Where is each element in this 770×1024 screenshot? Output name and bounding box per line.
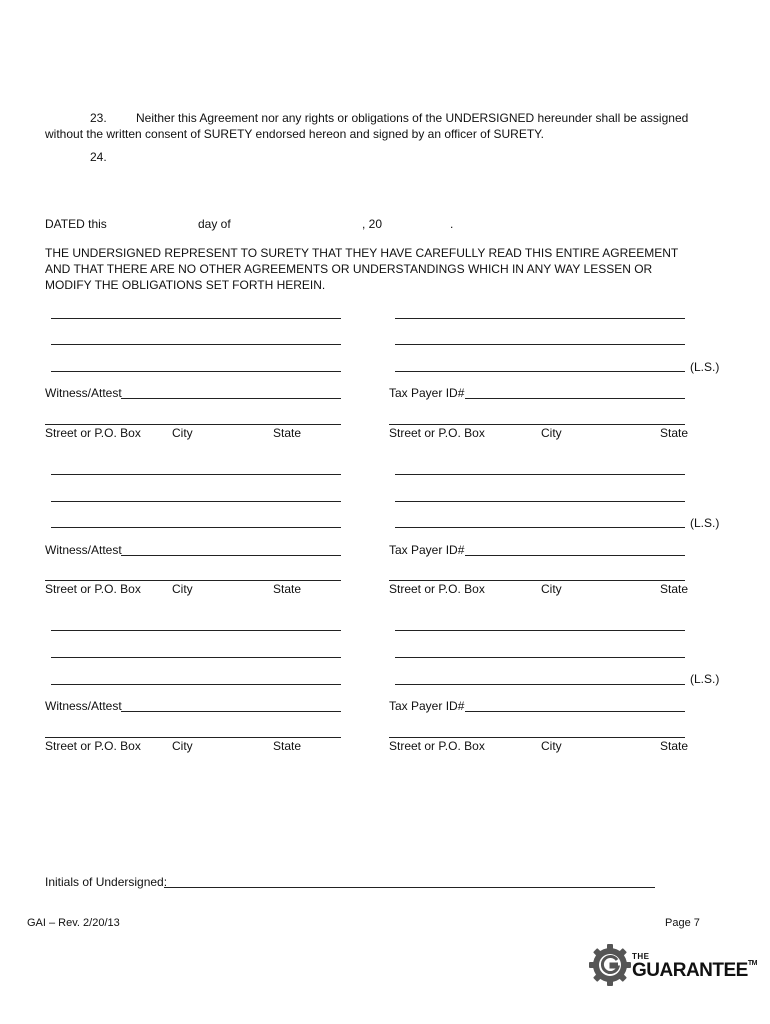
signature-line[interactable] xyxy=(395,527,685,528)
witness-field[interactable] xyxy=(121,555,341,556)
ls-label: (L.S.) xyxy=(690,672,720,686)
witness-field[interactable] xyxy=(121,398,341,399)
taxid-field[interactable] xyxy=(465,711,685,712)
state-label: State xyxy=(273,426,302,440)
signature-line[interactable] xyxy=(395,630,685,631)
para24-number: 24. xyxy=(90,150,107,164)
signature-line[interactable] xyxy=(51,501,341,502)
state-label: State xyxy=(273,582,302,596)
logo-wordmark xyxy=(632,960,757,982)
witness-label: Witness/Attest xyxy=(45,543,122,557)
signature-line[interactable] xyxy=(51,474,341,475)
guarantee-logo xyxy=(588,940,757,990)
dated-label: DATED this xyxy=(45,217,107,231)
para23-line1: Neither this Agreement nor any rights or obligations of the UNDERSIGNED hereunder shall be assigned xyxy=(136,111,689,125)
signature-line[interactable] xyxy=(51,371,341,372)
ls-label: (L.S.) xyxy=(690,516,720,530)
signature-line[interactable] xyxy=(395,474,685,475)
year-prefix: , 20 xyxy=(362,217,383,231)
signature-line[interactable] xyxy=(51,630,341,631)
ls-label: (L.S.) xyxy=(690,360,720,374)
witness-label: Witness/Attest xyxy=(45,386,122,400)
logo-word: GUARANTEE xyxy=(632,960,748,981)
taxid-label: Tax Payer ID# xyxy=(389,543,465,557)
dated-period: . xyxy=(450,217,454,231)
address-line[interactable] xyxy=(389,737,685,738)
signature-line[interactable] xyxy=(395,657,685,658)
signature-line[interactable] xyxy=(51,527,341,528)
street-label: Street or P.O. Box xyxy=(45,582,141,596)
signature-line[interactable] xyxy=(395,501,685,502)
witness-label: Witness/Attest xyxy=(45,699,122,713)
state-label: State xyxy=(660,739,689,753)
representation-line1: THE UNDERSIGNED REPRESENT TO SURETY THAT THEY HAVE CAREFULLY READ THIS ENTIRE AGREEMENT xyxy=(45,246,679,260)
street-label: Street or P.O. Box xyxy=(45,426,141,440)
city-label: City xyxy=(172,582,193,596)
representation-line2: AND THAT THERE ARE NO OTHER AGREEMENTS OR UNDERSTANDINGS WHICH IN ANY WAY LESSEN OR xyxy=(45,262,653,276)
para23-line2: without the written consent of SURETY endorsed hereon and signed by an officer of SURETY. xyxy=(45,127,544,141)
address-line[interactable] xyxy=(389,580,685,581)
state-label: State xyxy=(660,582,689,596)
witness-field[interactable] xyxy=(121,711,341,712)
street-label: Street or P.O. Box xyxy=(45,739,141,753)
signature-line[interactable] xyxy=(395,318,685,319)
logo-the: THE xyxy=(632,952,650,961)
city-label: City xyxy=(541,582,562,596)
initials-label: Initials of Undersigned: xyxy=(45,875,168,889)
signature-line[interactable] xyxy=(395,684,685,685)
logo-tm: TM xyxy=(747,960,757,967)
street-label: Street or P.O. Box xyxy=(389,426,485,440)
initials-field[interactable] xyxy=(164,887,655,888)
day-of-label: day of xyxy=(198,217,231,231)
taxid-field[interactable] xyxy=(465,398,685,399)
representation-line3: MODIFY THE OBLIGATIONS SET FORTH HEREIN. xyxy=(45,278,326,292)
city-label: City xyxy=(541,739,562,753)
address-line[interactable] xyxy=(45,580,341,581)
signature-line[interactable] xyxy=(51,684,341,685)
address-line[interactable] xyxy=(45,424,341,425)
signature-line[interactable] xyxy=(51,344,341,345)
city-label: City xyxy=(172,739,193,753)
footer-page-number: Page 7 xyxy=(665,917,700,929)
signature-line[interactable] xyxy=(395,371,685,372)
city-label: City xyxy=(541,426,562,440)
footer-revision: GAI – Rev. 2/20/13 xyxy=(27,917,120,929)
street-label: Street or P.O. Box xyxy=(389,582,485,596)
taxid-label: Tax Payer ID# xyxy=(389,699,465,713)
street-label: Street or P.O. Box xyxy=(389,739,485,753)
state-label: State xyxy=(660,426,689,440)
signature-line[interactable] xyxy=(51,318,341,319)
city-label: City xyxy=(172,426,193,440)
para23-number: 23. xyxy=(90,111,107,125)
address-line[interactable] xyxy=(389,424,685,425)
signature-line[interactable] xyxy=(51,657,341,658)
address-line[interactable] xyxy=(45,737,341,738)
state-label: State xyxy=(273,739,302,753)
taxid-label: Tax Payer ID# xyxy=(389,386,465,400)
signature-line[interactable] xyxy=(395,344,685,345)
taxid-field[interactable] xyxy=(465,555,685,556)
gear-g-icon xyxy=(588,943,632,987)
